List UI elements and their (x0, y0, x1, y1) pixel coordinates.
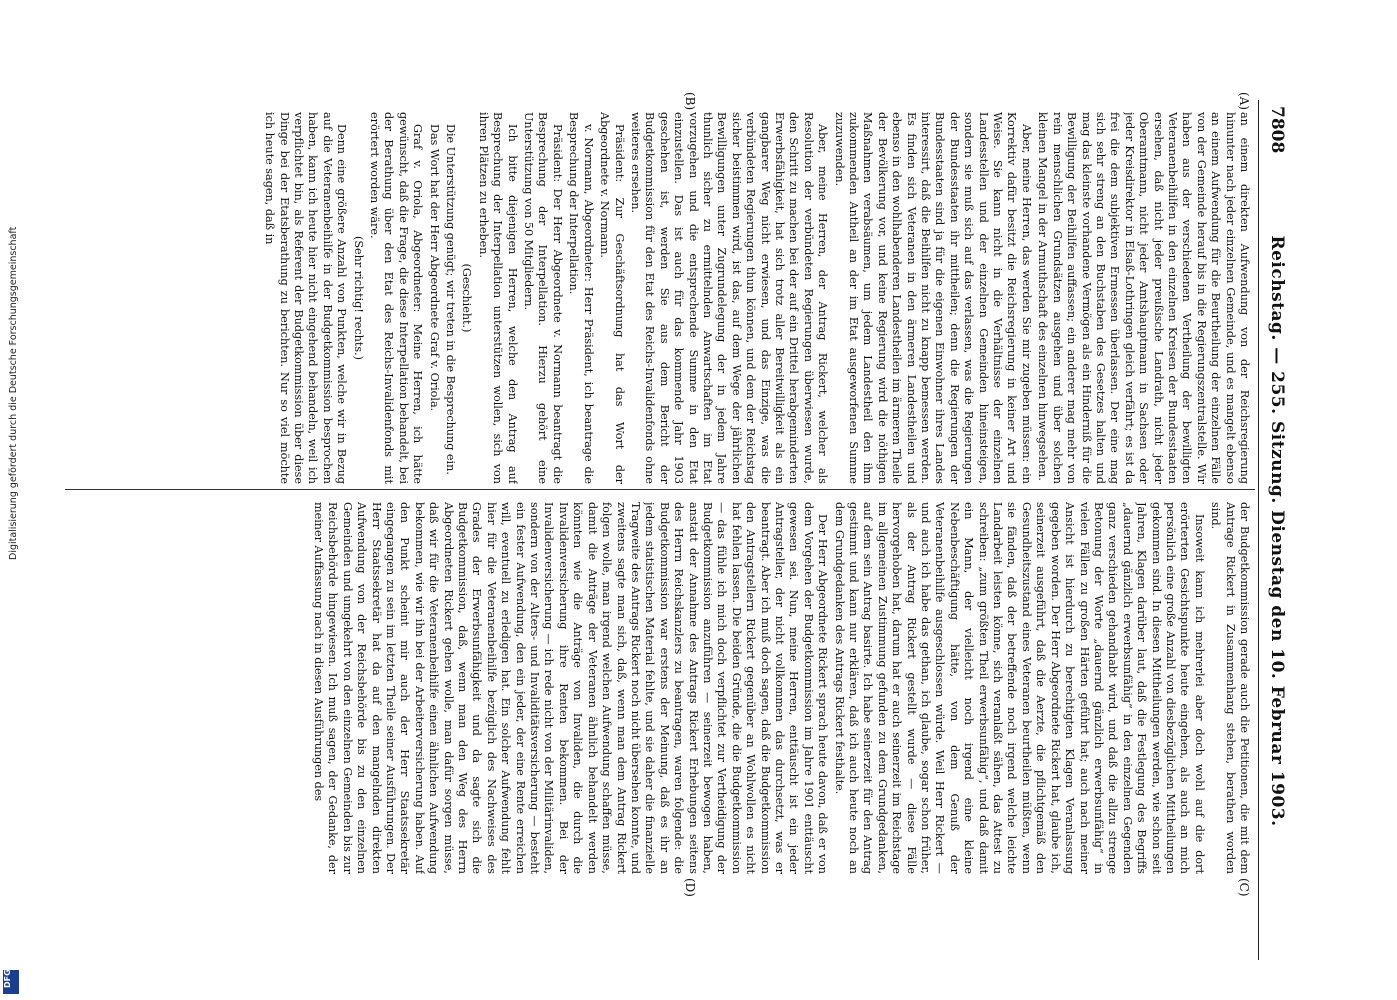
digitization-credit: Digitalisierung gefördert durch die Deutsche Forschungsgemeinschaft (8, 226, 19, 560)
header-rule (1258, 100, 1259, 960)
page-number: 7808 (1267, 106, 1287, 154)
dfg-logo-text: DFG (3, 969, 12, 988)
paragraph: Graf v. Oriola, Abgeordneter: Meine Herren, ich hätte gewünscht, daß die Frage, die diese Interpellation behandelt, bei der Berathung über den Etat des Reichs-Invalidenfonds mit erörtert worden wäre. (368, 112, 425, 484)
page-header (1263, 96, 1293, 966)
margin-marker-d: (D) (683, 878, 697, 897)
paragraph: Die Unterstützung genügt; wir treten in die Besprechung ein. (444, 124, 458, 475)
text-column-right (71, 502, 1251, 874)
margin-marker-a: (A) (1237, 92, 1251, 111)
text-column-left (71, 112, 1251, 484)
paragraph: Aber, meine Herren, das werden Sie mir zugeben müssen: ein Korrektiv dafür besitzt die Reichsregierung in keiner Art und Weise. Sie kann nicht in die Verhältnisse der einzelnen Landesstellen und der einzelnen Gemeinden hineinsteigen, sondern sie muß sich auf das verlassen, was die Regierungen der Bundesstaaten ihr mittheilen; denn die Regierungen der Bundesstaaten sind ja für die eigenen Einwohner ihres Landes interessirt, daß die Beihilfen nicht zu knapp bemessen werden. Es finden sich Veteranen in den ärmeren Landestheilen und ebenso in den wohlhabenderen Landestheilen im ärmeren Theile der Bevölkerung vor, und keine Regierung wird die nöthigen Maßnahmen verabsäumen, um jedem Landestheil den ihm zukommenden Antheil an der im Etat ausgeworfenen Summe zuzuwenden. (832, 112, 1033, 484)
paragraph: Aber, meine Herren, der Antrag Rickert, welcher als Resolution der verbündeten Regierungen überwiesen wurde, den Schritt zu machen bei der auf ein Drittel herabgeminderten Erwerbsfähigkeit, hat sich trotz aller Bereitwilligkeit als ein gangbarer Weg nicht erwiesen, und das Einzige, was die verbündeten Regierungen thun können, und dem der Reichstag sicher beistimmen wird, ist das, auf dem Wege der jährlichen Bewilligungen unter Zugrundelegung der in jedem Jahre thunlich sicher zu ermittelnden Anwartschaften im Etat vorzugehen und die entsprechende Summe in den Etat einzustellen. Das ist auch für das kommende Jahr 1903 geschehen ist, werden Sie aus dem Bericht der Budgetkommission für den Etat des Reichs-Invalidenfonds ohne weiteres ersehen. (628, 112, 830, 484)
margin-marker-c: (C) (1237, 878, 1251, 897)
paragraph: der Budgetkommission gerade auch die Petitionen, die mit dem Antrage Rickert in Zusammenhang stehen, berathen worden sind. (1209, 502, 1251, 874)
dfg-logo (3, 970, 19, 994)
paragraph: Das Wort hat der Herr Abgeordnete Graf v. Oriola. (427, 124, 441, 412)
paragraph: Ich bitte diejenigen Herren, welche den Antrag auf Besprechung der Interpellation unterstützen wollen, sich von ihren Plätzen zu erheben. (476, 112, 519, 484)
paragraph: Denn eine größere Anzahl von Punkten, welche wir in Bezug auf die Veteranenbeihilfe in der Budgetkommission besprochen haben, kann ich heute hier nicht eingehend behandeln, weil ich verpflichtet bin, als Referent der Budgetkommission über diese Dinge bei der Etatsberathung zu berichten. Nur so viel möchte ich heute sagen, daß in (263, 112, 349, 484)
paragraph: an einem direkten Aufwendung von der Reichsregierung hinunter nach jeder einzelnen Gemeinde, und es mangelt ebenso an einem Aufwendung für die Beurtheilung der einzelnen Fälle von der Gemeinde herauf bis in die Regierungszentralstelle. Wir haben aus der verschiedenen Vertheilung der bewilligten Veteranenbeihilfen in den einzelnen Kreisen der Bundesstaaten ersehen, daß nicht jeder preußische Landrath, nicht jeder Oberamtmann, nicht jeder Amtshauptmann in Sachsen oder jeder Kreisdirektor in Elsaß-Lothringen gleich verfährt; es ist da frei die dem subjektiven Ermessen überlassen. Der eine mag sich sehr streng an den Buchstaben des Gesetzes halten und mag das kleinste vorhandene Vermögen als ein Hinderniß für die Bewilligung der Beihilfen auffassen; ein anderer mag mehr von rein menschlichen Grundsätzen ausgehen und über solchen kleinen Mangel in der Armuthschaft des einzelnen hinwegsehen. (1036, 112, 1251, 484)
margin-marker-b: (B) (683, 92, 697, 111)
stage-direction: (Geschieht.) (460, 263, 474, 333)
paragraph: Präsident: Der Herr Abgeordnete v. Normann beantragt die Besprechung der Interpellation. Hierzu gehört eine Unterstützung von 50 Mitgliedern. (522, 112, 564, 484)
stage-direction: (Sehr richtig! rechts.) (351, 235, 365, 361)
page-title: Reichstag. — 255. Sitzung. Dienstag den 10. Februar 1903. (1267, 235, 1287, 827)
paragraph: v. Normann, Abgeordneter: Herr Präsident, ich beantrage die Besprechung der Interpellation. (567, 112, 595, 484)
column-separator (65, 489, 1255, 490)
paragraph: Insoweit kann ich mehrerlei aber doch wohl auf die dort erörterten Gesichtspunkte heute eingehen, als auch an mich persönlich eine große Anzahl von diesbezüglichen Mittheilungen gekommen sind. In diesen Mittheilungen werden, wie schon seit Jahren, Klagen darüber laut, daß die Festlegung des Begriffs „dauernd gänzlich erwerbsunfähig“ in den einzelnen Gegenden ganz verschieden gehandhabt wird, und daß die allzu strenge Betonung der Worte „dauernd gänzlich erwerbsunfähig“ in vielen Fällen zu großen Härten geführt hat; auch nach meiner Ansicht ist hierdurch zu berechtigten Klagen Veranlassung gegeben worden. Der Herr Abgeordnete Rickert hat, glaube ich, seinerzeit ausgeführt, daß die Aerzte, die pflichtgemäß den Gesundheitszustand eines Veteranen beurtheilen müßten, wenn sie fänden, daß der betreffende noch irgend welche leichte Landarbeit leisten könne, sich veranlaßt sähen, das Attest zu schreiben: „zum größten Theil erwerbsunfähig“, und daß damit ein Mann, der vielleicht noch irgend eine kleine Nebenbeschäftigung hätte, von dem Genuß der Veteranenbeihilfe ausgeschlossen würde. Weil Herr Rickert — und auch ich habe das gethan, ich glaube, sogar schon früher, als der Antrag Rickert gestellt wurde — diese Fälle hervorgehoben hat, darum hat er auch seinerzeit im Reichstage im allgemeinen Zustimmung gefunden zu dem Grundgedanken, auf dem sein Antrag basirte. Ich habe seinerzeit für den Antrag gestimmt und kann nur erklären, daß ich auch heute noch an dem Grundgedanken des Antrags Rickert festhalte. (832, 502, 1206, 874)
paragraph: Der Herr Abgeordnete Rickert sprach heute davon, daß er von dem Vorgehen der Budgetkommission im Jahre 1901 enttäuscht gewesen sei. Nun, meine Herren, enttäuscht ist ein jeder Antragsteller, der nicht vollkommen das durchsetzt, was er beantragt. Aber ich muß doch sagen, daß die Budgetkommission den Antragstellern Rickert gegenüber an Wohlwollen es nicht hat fehlen lassen. Die beiden Gründe, die die Budgetkommission — das fühle ich mich doch verpflichtet zur Vertheidigung der Budgetkommission anzuführen — seinerzeit bewogen haben, anstatt der Annahme des Antrags Rickert Erhebungen seitens des Herrn Reichskanzlers zu beantragen, waren folgende: die Budgetkommission war erstens der Meinung, daß es ihr an jedem statistischen Material fehlte, und sie daher die finanzielle Tragweite des Antrags Rickert noch nicht übersehen konnte, und zweitens sagte man sich, daß, wenn man dem Antrag Rickert folgen wolle, man irgend welchen Aufwendung schaffen müsse, damit die Anträge der Veteranen ähnlich behandelt werden könnten wie die Anträge von Invaliden, die durch die Invalidenversicherung ihre Renten bekommen. Bei der Invalidenversicherung — ich rede nicht von der Militärinvaliden, sondern von der Alters- und Invaliditätsversicherung — besteht ein fester Aufwendung, den ein jeder, der eine Rente erreichen will, eventuell zu erledigen hat. Ein solcher Aufwendung fehlt hier für die Veteranenbeihilfe bezüglich des Nachweises des Grades der Erwerbsunfähigkeit und da sagte sich die Budgetkommission, daß, wenn man den Weg des Herrn Abgeordneten Rickert gehen wolle, man dafür sorgen müsse, daß wir für die Veteranenbeihilfe einen ähnlichen Aufwendung bekommen, wie wir ihn bei der Arbeiterversicherung haben. Auf den Punkt scheint mir auch der Herr Staatssekretär eingegangen zu sein im letzten Theile seiner Ausführungen. Der Herr Staatssekretär hat da auf den mangelnden direkten Aufwendung von der Reichsbehörde bis zu den einzelnen Gemeinden und umgekehrt von den einzelnen Gemeinden bis zur Reichsbehörde hingewiesen. Ich muß sagen, der Gedanke, der meiner Auffassung nach in diesen Ausführungen des (312, 502, 830, 874)
paragraph: Präsident: Zur Geschäftsordnung hat das Wort der Abgeordnete v. Normann. (598, 112, 626, 484)
